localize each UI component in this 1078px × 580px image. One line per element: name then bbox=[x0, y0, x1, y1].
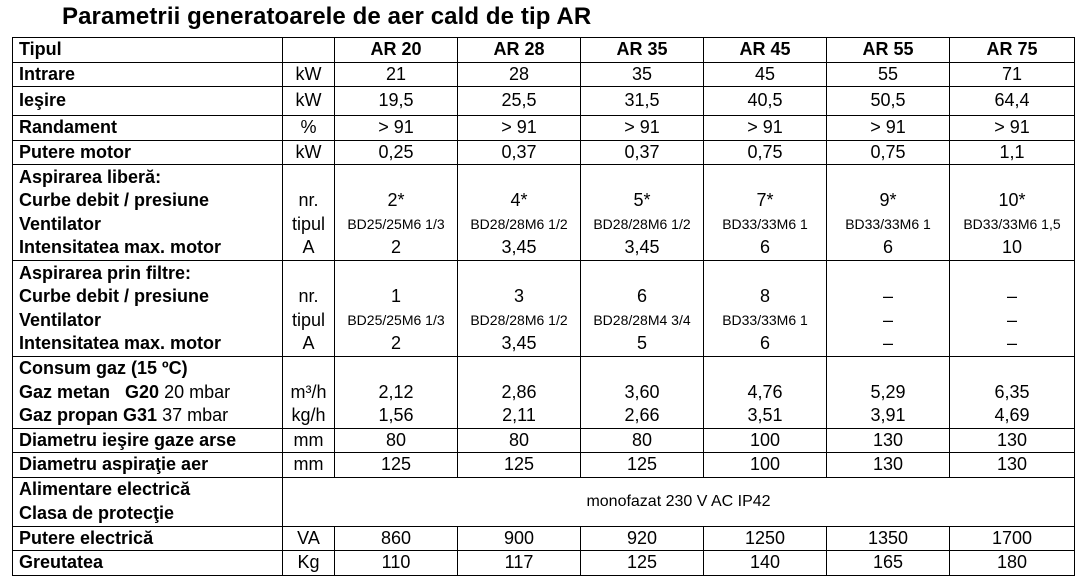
row-unit: A bbox=[302, 333, 315, 353]
cell-value: 80 bbox=[458, 428, 581, 453]
cell-value: BD28/28M4 3/4 bbox=[593, 311, 691, 328]
group-aspirare-libera bbox=[13, 165, 1075, 261]
row-label: Randament bbox=[13, 116, 283, 141]
cell-value: 5 bbox=[636, 333, 647, 353]
cell-value: 165 bbox=[827, 551, 950, 576]
row-label: Curbe debit / presiune bbox=[19, 286, 210, 306]
cell-value: 900 bbox=[458, 526, 581, 551]
cell-value: 9* bbox=[879, 190, 897, 210]
row-unit: A bbox=[302, 237, 315, 257]
group-cell bbox=[335, 261, 458, 357]
group-cell bbox=[335, 165, 458, 261]
cell-value: 2,12 bbox=[378, 381, 414, 402]
cell-value: 35 bbox=[581, 62, 704, 87]
cell-value: 80 bbox=[335, 428, 458, 453]
row-diametru-aspiratie bbox=[13, 453, 1075, 478]
row-label: Putere electrică bbox=[13, 526, 283, 551]
cell-value: 125 bbox=[581, 551, 704, 576]
group-labels bbox=[13, 357, 283, 429]
cell-value: 10* bbox=[998, 190, 1026, 210]
group-cell bbox=[950, 165, 1075, 261]
cell-value: 1350 bbox=[827, 526, 950, 551]
cell-value: 6,35 bbox=[994, 381, 1030, 402]
model-ar35: AR 35 bbox=[581, 38, 704, 63]
cell-value: 64,4 bbox=[950, 87, 1075, 116]
header-row bbox=[13, 38, 1075, 63]
row-unit: tipul bbox=[291, 309, 326, 330]
cell-value: BD25/25M6 1/3 bbox=[347, 311, 445, 328]
group-cell bbox=[827, 261, 950, 357]
cell-value: 3 bbox=[513, 286, 524, 306]
cell-value: > 91 bbox=[581, 116, 704, 141]
cell-value: BD28/28M6 1/2 bbox=[470, 311, 568, 328]
row-diametru-iesire bbox=[13, 428, 1075, 453]
model-ar55: AR 55 bbox=[827, 38, 950, 63]
group-cell bbox=[335, 357, 458, 429]
cell-value: BD33/33M6 1,5 bbox=[963, 215, 1061, 232]
cell-value: – bbox=[882, 333, 893, 353]
cell-value: 2* bbox=[387, 190, 405, 210]
group-cell bbox=[827, 165, 950, 261]
cell-value: 10 bbox=[1001, 237, 1023, 257]
cell-value: 130 bbox=[827, 428, 950, 453]
row-label: Intrare bbox=[13, 62, 283, 87]
cell-value: 2,86 bbox=[501, 381, 537, 402]
cell-value: 2,66 bbox=[624, 405, 660, 425]
model-ar75: AR 75 bbox=[950, 38, 1075, 63]
row-unit: kW bbox=[283, 62, 335, 87]
cell-value: 100 bbox=[704, 453, 827, 478]
row-label: Putere motor bbox=[13, 140, 283, 165]
row-unit: kW bbox=[283, 140, 335, 165]
group-heading: Aspirarea liberă: bbox=[19, 166, 162, 187]
group-units bbox=[283, 261, 335, 357]
group-aspirare-filtre bbox=[13, 261, 1075, 357]
cell-value: 80 bbox=[581, 428, 704, 453]
cell-value: > 91 bbox=[704, 116, 827, 141]
cell-value: 6 bbox=[882, 237, 893, 257]
cell-value: 860 bbox=[335, 526, 458, 551]
group-consum-gaz bbox=[13, 357, 1075, 429]
cell-value: 0,37 bbox=[581, 140, 704, 165]
row-unit: tipul bbox=[291, 213, 326, 234]
row-label: Ventilator bbox=[19, 309, 102, 330]
cell-value: BD28/28M6 1/2 bbox=[593, 215, 691, 232]
cell-value: 25,5 bbox=[458, 87, 581, 116]
group-cell bbox=[458, 357, 581, 429]
spec-table bbox=[12, 37, 1075, 576]
cell-value: – bbox=[1006, 309, 1017, 330]
cell-value: 1 bbox=[390, 286, 401, 306]
cell-value: 110 bbox=[335, 551, 458, 576]
row-label: Clasa de protecţie bbox=[19, 502, 175, 523]
cell-value: 3,45 bbox=[624, 237, 660, 257]
cell-value: 4,69 bbox=[994, 405, 1030, 425]
cell-value: 130 bbox=[950, 428, 1075, 453]
group-units bbox=[283, 357, 335, 429]
row-unit: kW bbox=[283, 87, 335, 116]
group-cell bbox=[827, 357, 950, 429]
cell-value: 3,51 bbox=[747, 405, 783, 425]
model-ar28: AR 28 bbox=[458, 38, 581, 63]
row-label: Ventilator bbox=[19, 213, 102, 234]
row-unit: m³/h bbox=[290, 381, 327, 402]
row-label: Diametru aspiraţie aer bbox=[13, 453, 283, 478]
cell-value: 21 bbox=[335, 62, 458, 87]
group-cell bbox=[950, 261, 1075, 357]
cell-value: 130 bbox=[950, 453, 1075, 478]
row-iesire bbox=[13, 87, 1075, 116]
cell-value: 6 bbox=[759, 333, 770, 353]
group-cell bbox=[581, 165, 704, 261]
cell-value: 1250 bbox=[704, 526, 827, 551]
row-label: Intensitatea max. motor bbox=[19, 333, 222, 353]
group-units bbox=[283, 165, 335, 261]
cell-value: 3,60 bbox=[624, 381, 660, 402]
group-labels bbox=[13, 477, 283, 526]
cell-value: 45 bbox=[704, 62, 827, 87]
cell-value: 50,5 bbox=[827, 87, 950, 116]
cell-value: 28 bbox=[458, 62, 581, 87]
cell-value: 1,1 bbox=[950, 140, 1075, 165]
cell-value: > 91 bbox=[827, 116, 950, 141]
cell-value: BD25/25M6 1/3 bbox=[347, 215, 445, 232]
row-label: Diametru ieşire gaze arse bbox=[13, 428, 283, 453]
model-ar20: AR 20 bbox=[335, 38, 458, 63]
group-labels bbox=[13, 165, 283, 261]
row-randament bbox=[13, 116, 1075, 141]
group-cell bbox=[704, 165, 827, 261]
row-unit: mm bbox=[283, 428, 335, 453]
cell-value: 4,76 bbox=[747, 381, 783, 402]
row-unit: % bbox=[283, 116, 335, 141]
cell-value: 117 bbox=[458, 551, 581, 576]
group-cell bbox=[581, 357, 704, 429]
row-unit: kg/h bbox=[291, 405, 326, 425]
row-unit: Kg bbox=[283, 551, 335, 576]
cell-value: 2,11 bbox=[502, 405, 536, 425]
cell-value: BD33/33M6 1 bbox=[845, 215, 931, 232]
cell-value: 100 bbox=[704, 428, 827, 453]
cell-value: 6 bbox=[759, 237, 770, 257]
cell-value: 125 bbox=[581, 453, 704, 478]
group-heading: Aspirarea prin filtre: bbox=[19, 262, 192, 283]
cell-value: 2 bbox=[390, 237, 401, 257]
cell-value: 1700 bbox=[950, 526, 1075, 551]
cell-value: 5* bbox=[633, 190, 651, 210]
row-label: Intensitatea max. motor bbox=[19, 237, 222, 257]
cell-value: 4* bbox=[510, 190, 528, 210]
row-label: Curbe debit / presiune bbox=[19, 190, 210, 210]
group-cell bbox=[458, 261, 581, 357]
row-label: Greutatea bbox=[13, 551, 283, 576]
cell-value: 5,29 bbox=[870, 381, 906, 402]
row-label-propan: Gaz propan G31 37 mbar bbox=[19, 405, 229, 425]
cell-value: 125 bbox=[335, 453, 458, 478]
cell-value: > 91 bbox=[335, 116, 458, 141]
group-cell bbox=[704, 261, 827, 357]
cell-value: – bbox=[1006, 333, 1017, 353]
row-putere-electrica bbox=[13, 526, 1075, 551]
cell-value: 0,75 bbox=[704, 140, 827, 165]
row-label: Alimentare electrică bbox=[19, 479, 191, 499]
cell-value: > 91 bbox=[458, 116, 581, 141]
cell-value: 71 bbox=[950, 62, 1075, 87]
page-title: Parametrii generatoarele de aer cald de tip AR bbox=[62, 3, 592, 30]
cell-value: 920 bbox=[581, 526, 704, 551]
cell-value: > 91 bbox=[950, 116, 1075, 141]
header-unit-cell bbox=[283, 38, 335, 63]
cell-value: BD28/28M6 1/2 bbox=[470, 215, 568, 232]
cell-value: 180 bbox=[950, 551, 1075, 576]
cell-value: 140 bbox=[704, 551, 827, 576]
cell-value: 31,5 bbox=[581, 87, 704, 116]
row-unit: mm bbox=[283, 453, 335, 478]
cell-value: 0,25 bbox=[335, 140, 458, 165]
cell-value: 1,56 bbox=[378, 405, 414, 425]
group-cell bbox=[950, 357, 1075, 429]
cell-value: 0,37 bbox=[458, 140, 581, 165]
header-label: Tipul bbox=[13, 38, 283, 63]
alimentare-value: monofazat 230 V AC IP42 bbox=[283, 477, 1075, 526]
row-intrare bbox=[13, 62, 1075, 87]
group-cell bbox=[458, 165, 581, 261]
group-cell bbox=[704, 357, 827, 429]
row-putere-motor bbox=[13, 140, 1075, 165]
cell-value: – bbox=[882, 286, 893, 306]
cell-value: 130 bbox=[827, 453, 950, 478]
row-unit: nr. bbox=[298, 286, 319, 306]
cell-value: 8 bbox=[759, 286, 770, 306]
cell-value: 125 bbox=[458, 453, 581, 478]
cell-value: 7* bbox=[756, 190, 774, 210]
row-unit: VA bbox=[283, 526, 335, 551]
group-heading: Consum gaz (15 ºC) bbox=[19, 358, 188, 378]
row-greutatea bbox=[13, 551, 1075, 576]
row-unit: nr. bbox=[298, 190, 319, 210]
cell-value: 40,5 bbox=[704, 87, 827, 116]
cell-value: 3,91 bbox=[870, 405, 906, 425]
cell-value: 3,45 bbox=[501, 237, 537, 257]
cell-value: – bbox=[1006, 286, 1017, 306]
row-alimentare bbox=[13, 477, 1075, 526]
group-cell bbox=[581, 261, 704, 357]
row-label: Ieşire bbox=[13, 87, 283, 116]
cell-value: 55 bbox=[827, 62, 950, 87]
cell-value: 3,45 bbox=[501, 333, 537, 353]
row-label-metan: Gaz metan G20 20 mbar bbox=[19, 381, 231, 402]
group-labels bbox=[13, 261, 283, 357]
cell-value: 0,75 bbox=[827, 140, 950, 165]
cell-value: – bbox=[882, 309, 893, 330]
cell-value: 6 bbox=[636, 286, 647, 306]
cell-value: BD33/33M6 1 bbox=[722, 311, 808, 328]
cell-value: 19,5 bbox=[335, 87, 458, 116]
model-ar45: AR 45 bbox=[704, 38, 827, 63]
cell-value: 2 bbox=[390, 333, 401, 353]
cell-value: BD33/33M6 1 bbox=[722, 215, 808, 232]
